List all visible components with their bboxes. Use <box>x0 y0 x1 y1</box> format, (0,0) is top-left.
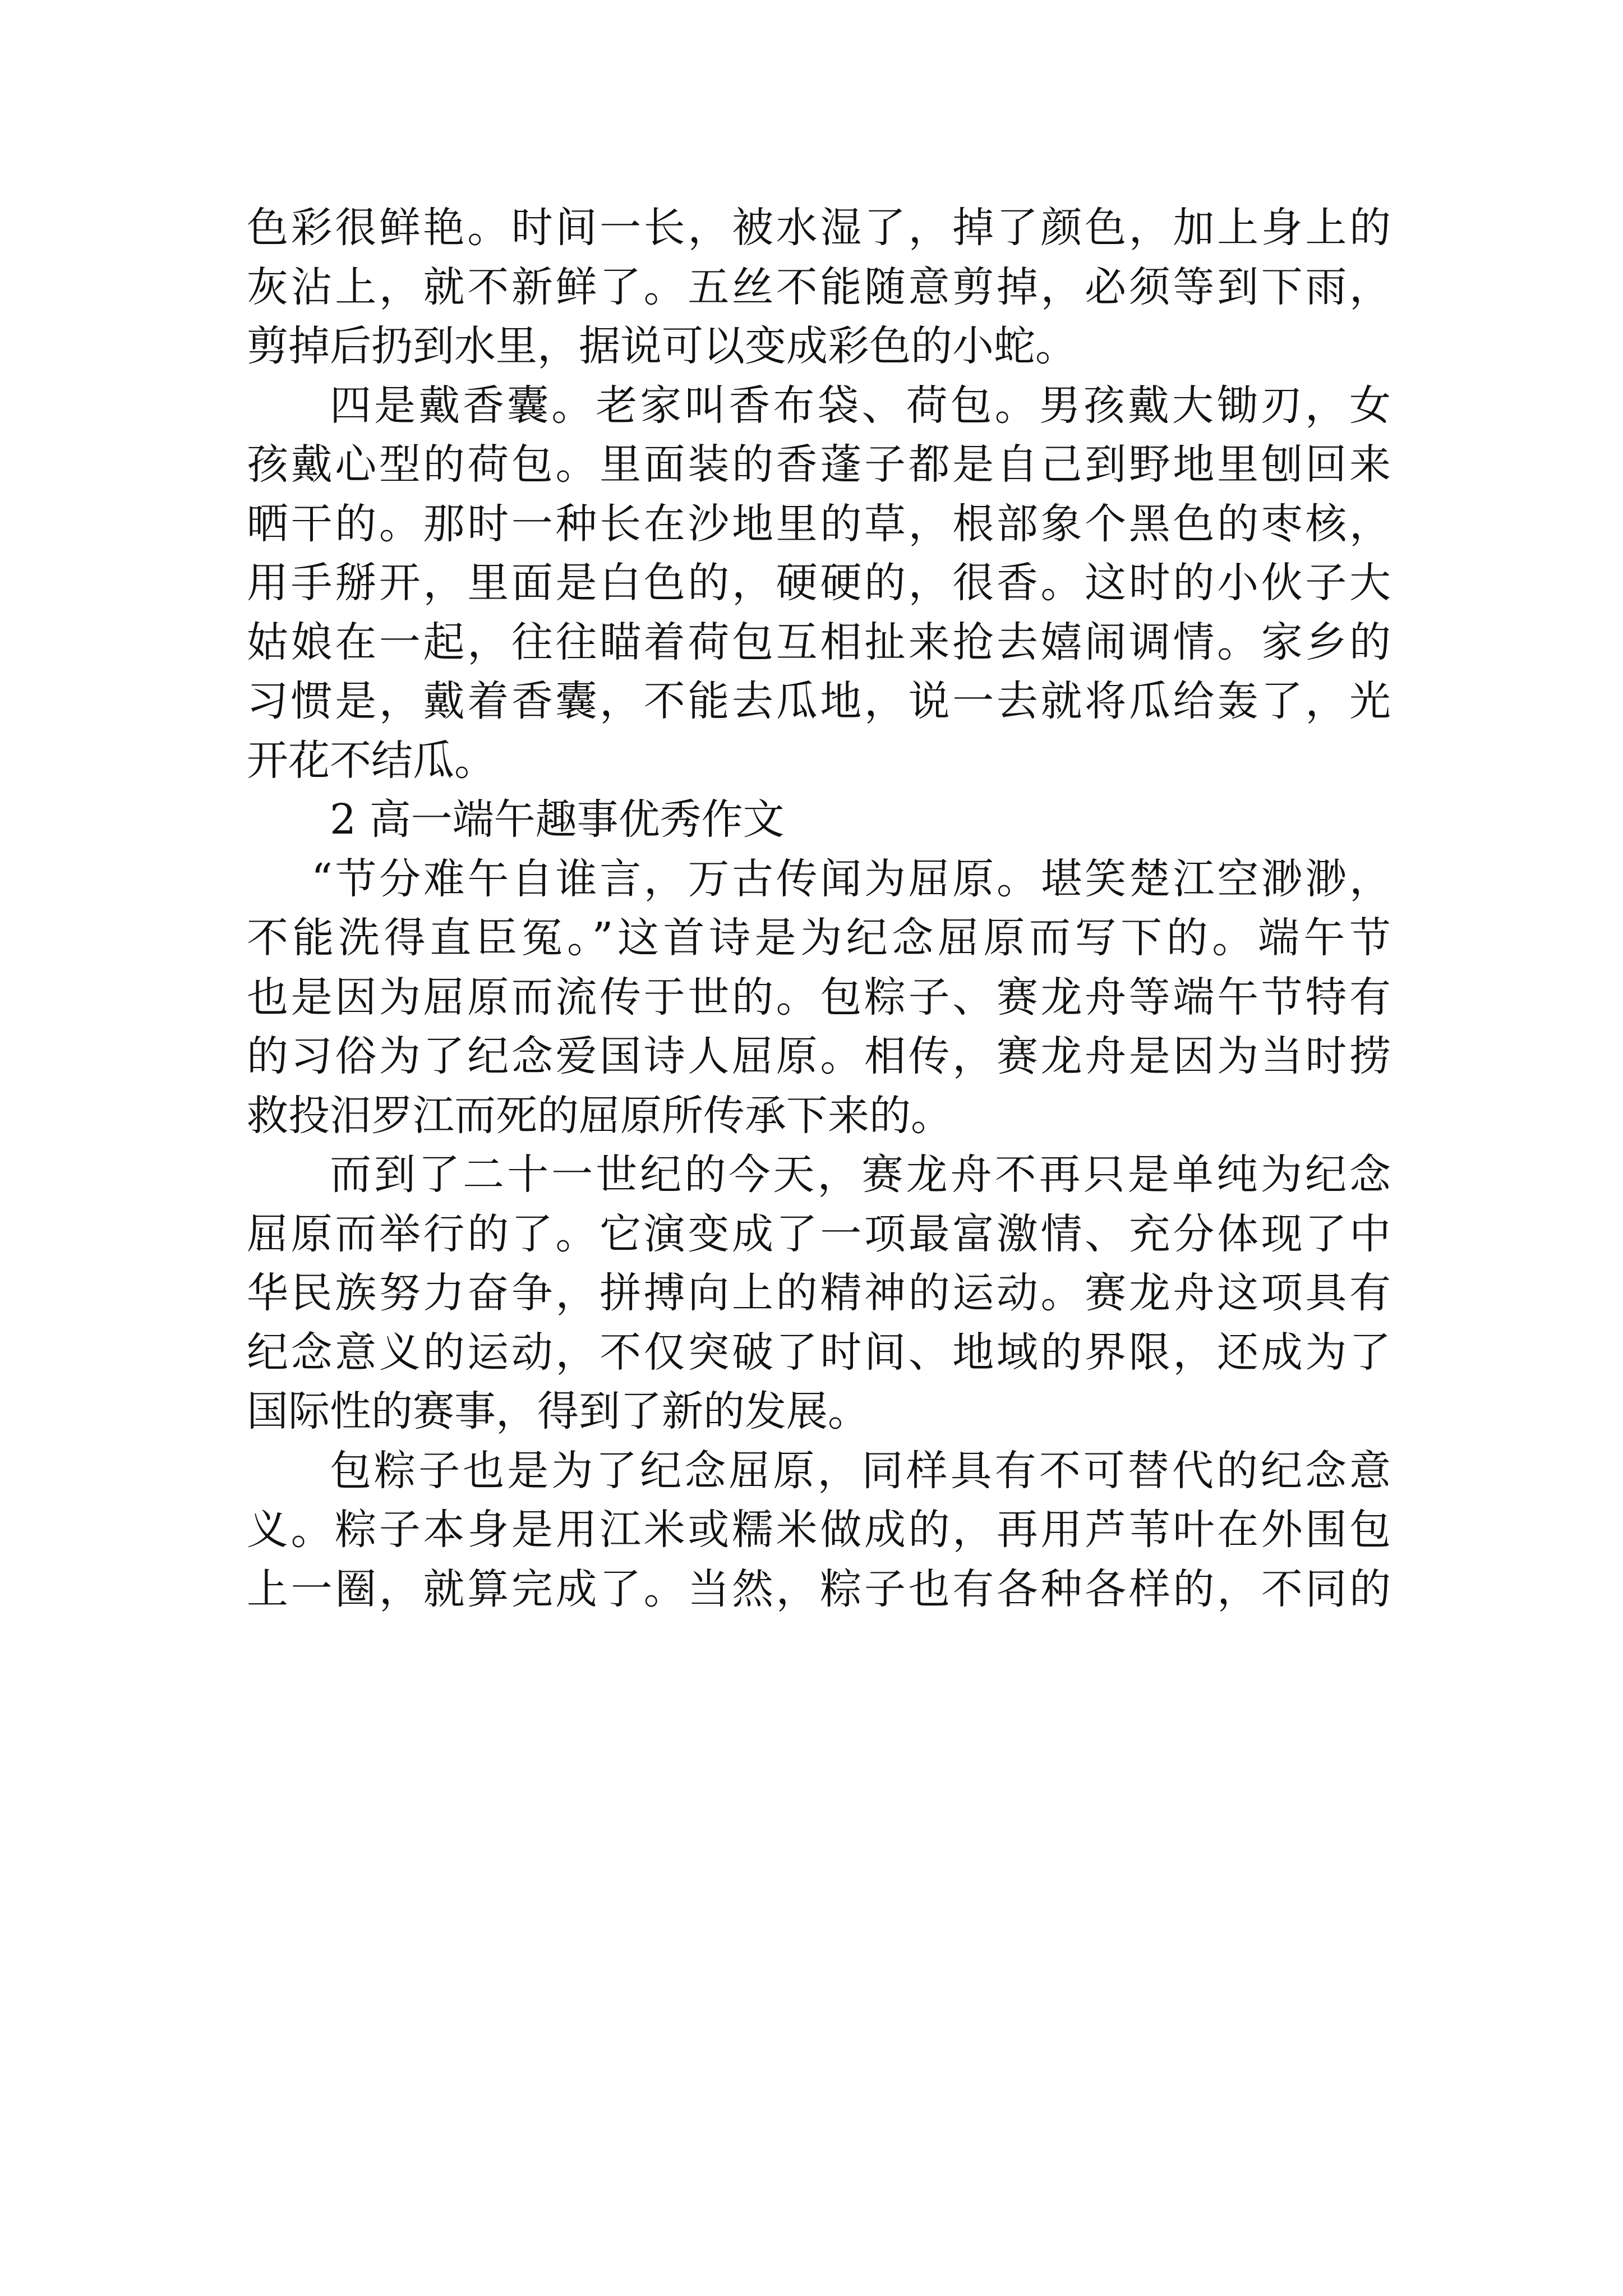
text-line: 救投汨罗江而死的屈原所传承下来的。 <box>247 1091 952 1140</box>
text-line: 色彩很鲜艳。时间一长，被水湿了，掉了颜色，加上身上的 <box>247 204 1391 252</box>
text-line: 晒干的。那时一种长在沙地里的草，根部象个黑色的枣核， <box>247 499 1391 548</box>
text-line: 国际性的赛事，得到了新的发展。 <box>247 1387 869 1435</box>
text-line: 而到了二十一世纪的今天，赛龙舟不再只是单纯为纪念 <box>330 1151 1391 1199</box>
text-line: 用手掰开，里面是白色的，硬硬的，很香。这时的小伙子大 <box>247 559 1391 607</box>
text-line: “节分难午自谁言，万古传闻为屈原。堪笑楚江空渺渺， <box>311 854 1391 903</box>
text-line: 屈原而举行的了。它演变成了一项最富激情、充分体现了中 <box>247 1209 1391 1258</box>
text-line: 孩戴心型的荷包。里面装的香蓬子都是自己到野地里刨回来 <box>247 440 1391 489</box>
text-line: 义。粽子本身是用江米或糯米做成的，再用芦苇叶在外围包 <box>247 1506 1391 1554</box>
text-line: 姑娘在一起，往往瞄着荷包互相扯来抢去嬉闹调情。家乡的 <box>247 618 1391 666</box>
text-line: 也是因为屈原而流传于世的。包粽子、赛龙舟等端午节特有 <box>247 973 1391 1022</box>
text-line: 开花不结瓜。 <box>247 736 496 785</box>
text-line: 剪掉后扔到水里，据说可以变成彩色的小蛇。 <box>247 322 1077 370</box>
text-line: 2 高一端午趣事优秀作文 <box>330 795 785 844</box>
text-line: 不能洗得直臣冤。”这首诗是为纪念屈原而写下的。端午节 <box>247 914 1391 962</box>
document-body <box>247 199 1391 1619</box>
text-line: 灰沾上，就不新鲜了。五丝不能随意剪掉，必须等到下雨， <box>247 263 1391 311</box>
text-line: 的习俗为了纪念爱国诗人屈原。相传，赛龙舟是因为当时捞 <box>247 1032 1391 1080</box>
text-line: 上一圈，就算完成了。当然，粽子也有各种各样的，不同的 <box>247 1565 1391 1613</box>
text-line: 习惯是，戴着香囊，不能去瓜地，说一去就将瓜给轰了，光 <box>247 677 1391 725</box>
text-line: 包粽子也是为了纪念屈原，同样具有不可替代的纪念意 <box>330 1446 1391 1495</box>
text-line: 华民族努力奋争，拼搏向上的精神的运动。赛龙舟这项具有 <box>247 1269 1391 1317</box>
text-line: 纪念意义的运动，不仅突破了时间、地域的界限，还成为了 <box>247 1328 1391 1377</box>
text-line: 四是戴香囊。老家叫香布袋、荷包。男孩戴大锄刃，女 <box>330 381 1391 430</box>
